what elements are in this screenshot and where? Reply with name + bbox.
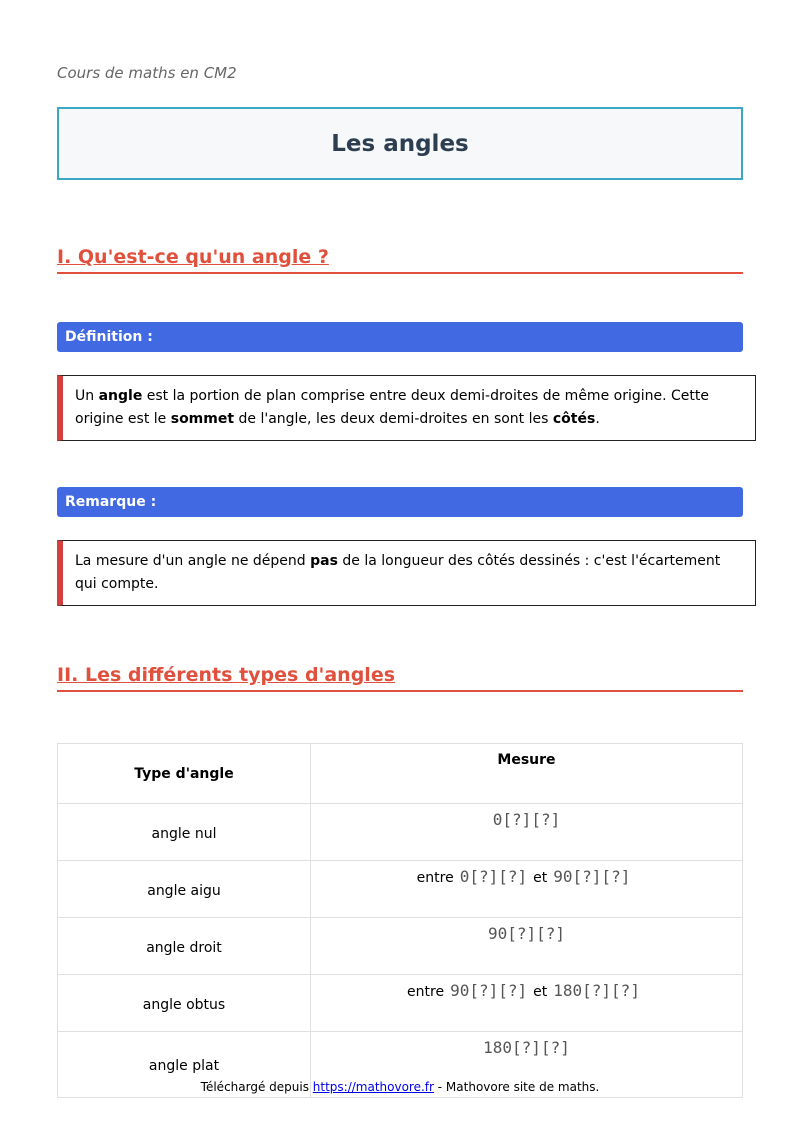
title-box xyxy=(57,107,743,180)
remark-label: Remarque : xyxy=(57,487,743,517)
definition-text: Un xyxy=(75,388,99,404)
table-row xyxy=(58,861,743,918)
footer-prefix: Téléchargé depuis xyxy=(200,1080,313,1094)
page-title: Les angles xyxy=(331,130,469,157)
definition-text: . xyxy=(595,411,600,427)
angle-measure-cell xyxy=(311,975,743,1032)
section-heading-1: I. Qu'est-ce qu'un angle ? xyxy=(57,246,743,274)
angle-type-cell: angle plat xyxy=(58,1032,311,1098)
term-sommet: sommet xyxy=(170,411,235,427)
term-angle: angle xyxy=(98,388,143,404)
footer-link[interactable]: https://mathovore.fr xyxy=(312,1080,434,1094)
remark-box xyxy=(57,540,756,606)
measure-prefix: entre xyxy=(407,984,445,1000)
measure-value: 90[?][?] xyxy=(487,924,566,943)
table-header-row xyxy=(58,744,743,804)
measure-value: 180[?][?] xyxy=(483,1038,570,1057)
definition-box xyxy=(57,375,756,441)
header-measure: Mesure xyxy=(311,744,743,804)
angle-measure-cell xyxy=(311,918,743,975)
header-type: Type d'angle xyxy=(58,744,311,804)
table-row xyxy=(58,918,743,975)
measure-conjunction: et xyxy=(533,870,548,886)
term-cotes: côtés xyxy=(552,411,596,427)
table-row xyxy=(58,975,743,1032)
angle-types-table xyxy=(57,743,743,1098)
measure-value: 90[?][?] xyxy=(450,981,528,1000)
measure-value: 180[?][?] xyxy=(553,981,640,1000)
measure-value: 0[?][?] xyxy=(492,810,561,829)
remark-text: La mesure d'un angle ne dépend xyxy=(75,553,311,569)
angle-type-cell: angle aigu xyxy=(58,861,311,918)
footer xyxy=(0,1080,800,1094)
angle-measure-cell xyxy=(311,861,743,918)
measure-conjunction: et xyxy=(533,984,548,1000)
footer-suffix: - Mathovore site de maths. xyxy=(433,1080,600,1094)
angle-type-cell: angle nul xyxy=(58,804,311,861)
section-heading-2: II. Les différents types d'angles xyxy=(57,664,743,692)
term-pas: pas xyxy=(310,553,338,569)
measure-value: 90[?][?] xyxy=(553,867,631,886)
course-subtitle: Cours de maths en CM2 xyxy=(57,64,237,82)
measure-value: 0[?][?] xyxy=(459,867,528,886)
definition-text: de l'angle, les deux demi-droites en sont les xyxy=(234,411,553,427)
table-row xyxy=(58,804,743,861)
remark-text: de la longueur des côtés dessinés : c'est l'écartement qui compte. xyxy=(75,553,721,592)
angle-type-cell: angle droit xyxy=(58,918,311,975)
angle-measure-cell xyxy=(311,804,743,861)
measure-prefix: entre xyxy=(416,870,454,886)
angle-type-cell: angle obtus xyxy=(58,975,311,1032)
definition-text: est la portion de plan comprise entre deux demi-droites de même origine. Cette origine est le xyxy=(75,388,709,427)
definition-label: Définition : xyxy=(57,322,743,352)
